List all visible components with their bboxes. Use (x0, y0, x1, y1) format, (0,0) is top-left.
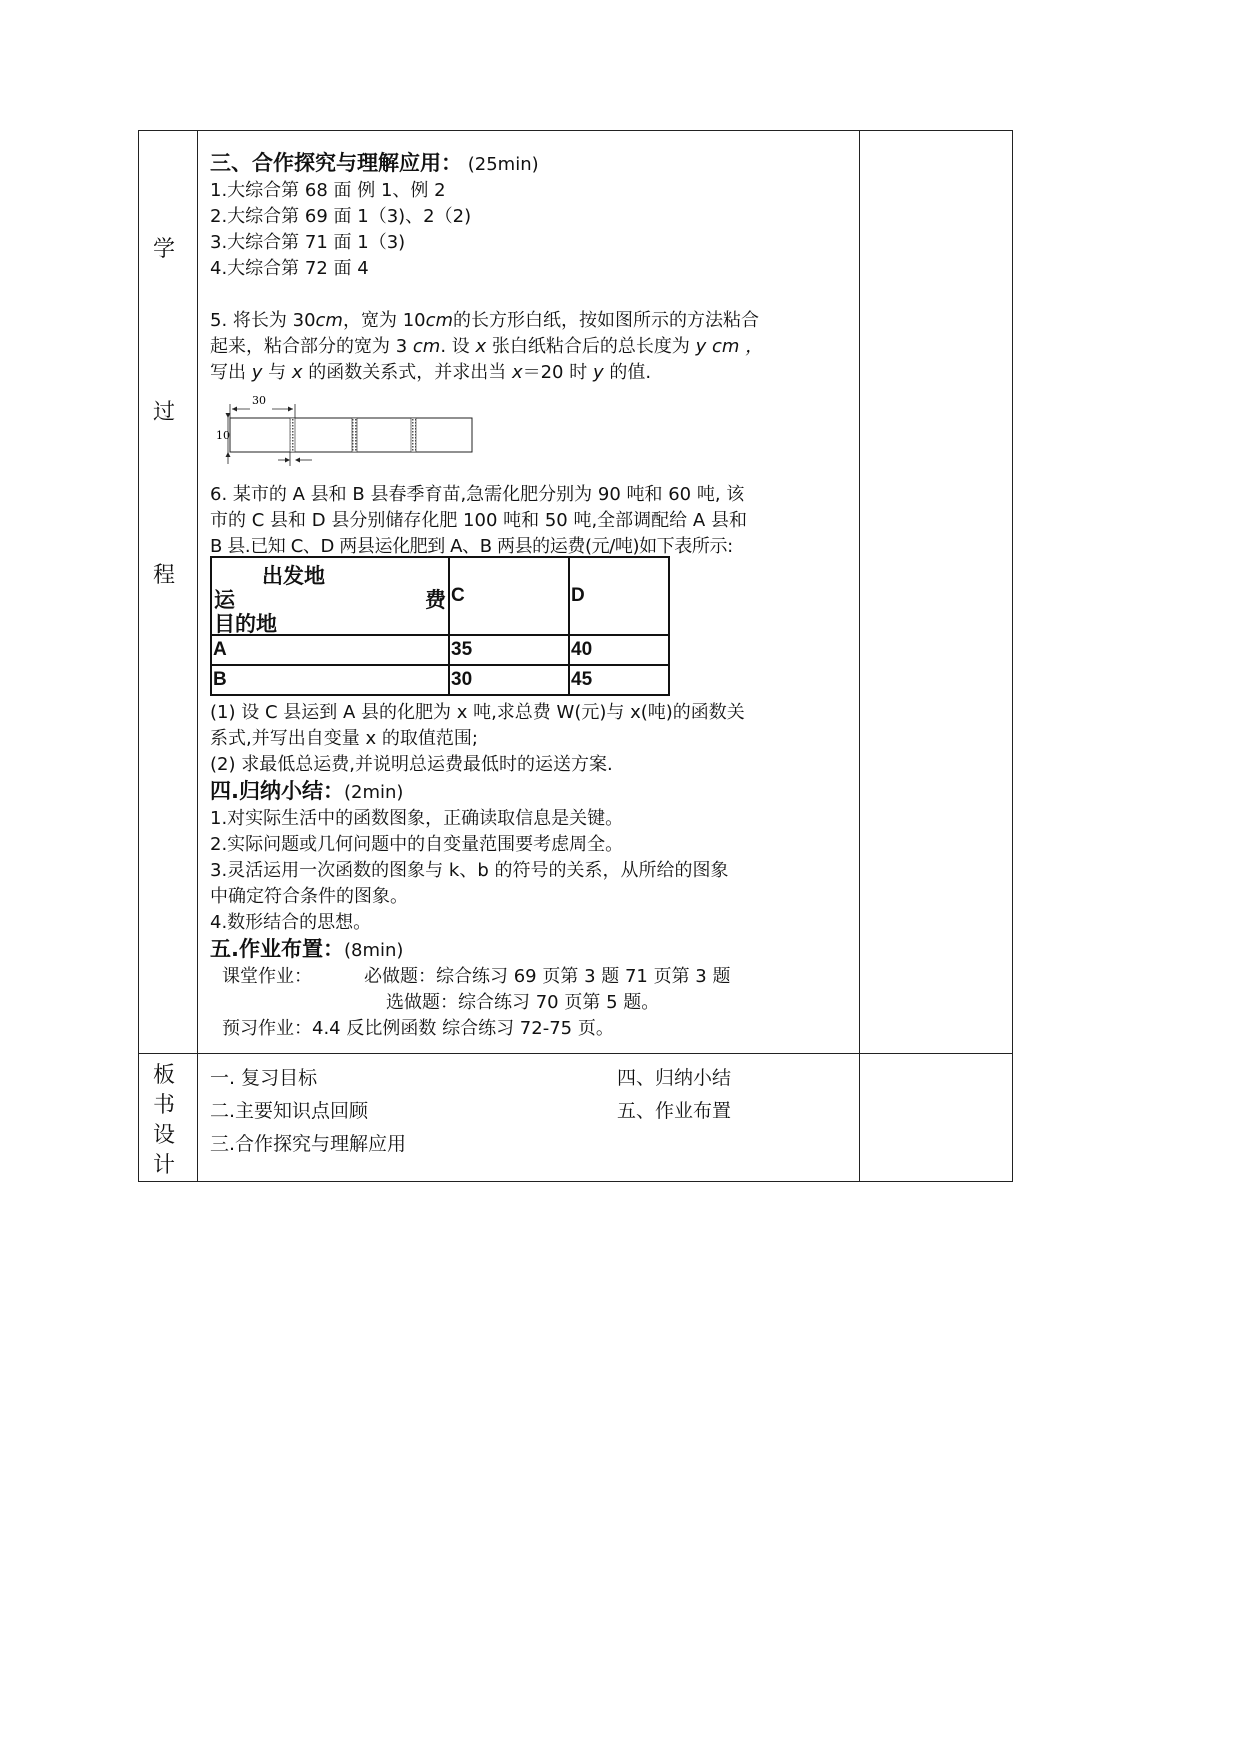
list-item: 4.数形结合的思想。 (210, 912, 372, 933)
section-4-heading: 四.归纳小结：(2min) (210, 779, 404, 803)
width-label: 10 (216, 429, 230, 442)
list-item: 1.对实际生活中的函数图象，正确读取信息是关键。 (210, 808, 624, 829)
table-header-cell: C (449, 557, 569, 635)
problem-6-question: (2) 求最低总运费,并说明总运费最低时的运送方案. (210, 754, 613, 775)
process-content-continued (210, 700, 850, 1042)
overlap-region (290, 418, 295, 452)
section-3-heading: 三、合作探究与理解应用： (25min) (210, 151, 539, 175)
column-divider-right (859, 130, 860, 1182)
problem-6-line: B 县.已知 C、D 两县运化肥到 A、B 两县的运费(元/吨)如下表所示: (210, 536, 733, 557)
homework-class-label: 课堂作业： (222, 966, 312, 987)
side-label-char: 计 (152, 1153, 175, 1178)
problem-6-line: 市的 C 县和 D 县分别储存化肥 100 吨和 50 吨,全部调配给 A 县和 (210, 510, 747, 531)
list-item: 1.大综合第 68 面 例 1、例 2 (210, 180, 446, 201)
problem-6-question: 系式,并写出自变量 x 的取值范围; (210, 728, 478, 749)
list-item: 2.大综合第 69 面 1（3)、2（2) (210, 206, 472, 227)
board-item: 三.合作探究与理解应用 (210, 1133, 407, 1155)
table-cell: 35 (449, 635, 569, 665)
side-label-char: 过 (152, 400, 175, 425)
table-header-diagonal-cell: 出发地 运 费 目的地 (211, 557, 449, 635)
homework-preview: 预习作业：4.4 反比例函数 综合练习 72-75 页。 (222, 1018, 614, 1039)
side-label-char: 程 (152, 563, 175, 588)
table-cell: B (211, 665, 449, 695)
overlap-region (352, 418, 357, 452)
table-cell: 30 (449, 665, 569, 695)
section-5-time: (8min) (343, 940, 404, 961)
homework-required: 必做题：综合练习 69 页第 3 题 71 页第 3 题 (364, 966, 731, 987)
board-item: 五、作业布置 (617, 1100, 732, 1122)
board-item: 二.主要知识点回顾 (210, 1100, 369, 1122)
table-header-cell: D (569, 557, 669, 635)
problem-5-line-3: 写出 y 与 x 的函数关系式，并求出当 x＝20 时 y 的值. (210, 362, 652, 383)
list-item: 2.实际问题或几何问题中的自变量范围要考虑周全。 (210, 834, 624, 855)
side-label-char: 板 (152, 1063, 175, 1088)
section-4-time: (2min) (343, 782, 404, 803)
side-label-char: 设 (152, 1123, 175, 1148)
list-item: 中确定符合条件的图象。 (210, 886, 408, 907)
problem-6-intro (210, 482, 850, 560)
paper-strip-figure (214, 392, 484, 468)
board-item: 四、归纳小结 (617, 1067, 732, 1089)
table-cell: A (211, 635, 449, 665)
length-label: 30 (252, 394, 266, 407)
table-cell: 40 (569, 635, 669, 665)
list-item: 3.灵活运用一次函数的图象与 k、b 的符号的关系，从所给的图象 (210, 860, 729, 881)
homework-optional: 选做题：综合练习 70 页第 5 题。 (386, 992, 660, 1013)
table-row (211, 557, 669, 635)
list-item: 3.大综合第 71 面 1（3) (210, 232, 406, 253)
process-content (210, 150, 850, 386)
paper-strip (230, 418, 472, 452)
column-divider-left (197, 130, 198, 1182)
row-divider (138, 1053, 1013, 1054)
list-item: 4.大综合第 72 面 4 (210, 258, 369, 279)
section-3-time: (25min) (467, 154, 539, 175)
problem-6-line: 6. 某市的 A 县和 B 县春季育苗,急需化肥分别为 90 吨和 60 吨, 该 (210, 484, 745, 505)
section-5-heading: 五.作业布置：(8min) (210, 937, 404, 961)
table-row (211, 635, 669, 665)
side-label-char: 书 (152, 1093, 175, 1118)
homework-class-line (210, 964, 850, 990)
freight-cost-table (210, 556, 670, 696)
problem-5-line-2: 起来，粘合部分的宽为 3 cm. 设 x 张白纸粘合后的总长度为 y cm ， (210, 336, 764, 357)
overlap-region (411, 418, 416, 452)
problem-6-question: (1) 设 C 县运到 A 县的化肥为 x 吨,求总费 W(元)与 x(吨)的函数关 (210, 702, 745, 723)
table-cell: 45 (569, 665, 669, 695)
problem-5-line-1: 5. 将长为 30cm，宽为 10cm的长方形白纸，按如图所示的方法粘合 (210, 310, 760, 331)
table-row (211, 665, 669, 695)
side-label-char: 学 (152, 237, 175, 262)
board-item: 一. 复习目标 (210, 1067, 318, 1089)
